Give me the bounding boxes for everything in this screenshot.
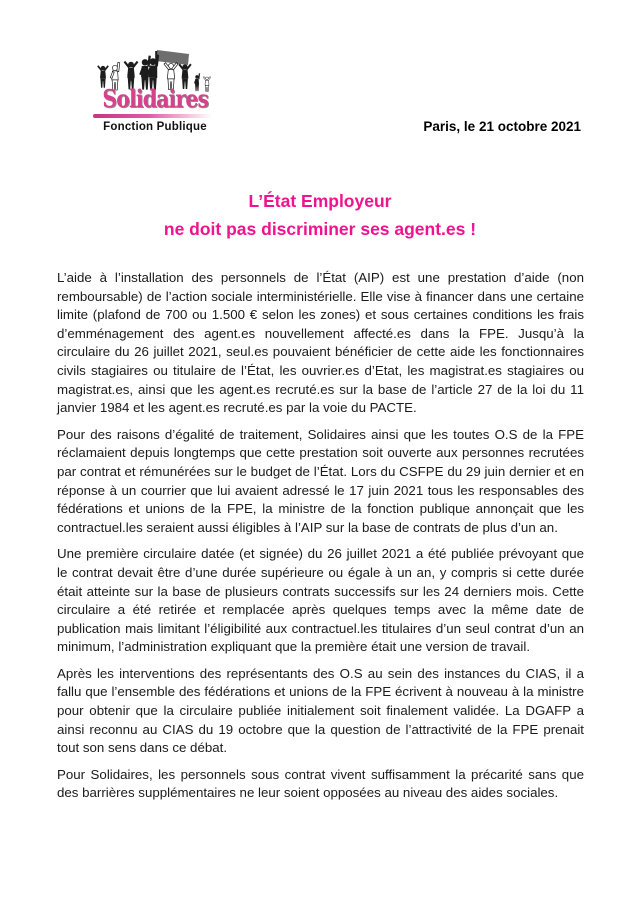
document-title-line2: ne doit pas discriminer ses agent.es ! — [163, 219, 477, 239]
logo-wordmark: Solidaires — [102, 84, 208, 113]
logo-swoosh — [93, 114, 217, 118]
body-paragraph: Pour Solidaires, les personnels sous contrat vivent suffisamment la précarité sans que des barrières supplémentaires ne leur soient opposées au niveau des aides sociales. — [57, 766, 584, 801]
body-paragraph: Une première circulaire datée (et signée) du 26 juillet 2021 a été publiée prévoyant que le contrat devait être d’une durée supérieure ou égale à un an, y compris si cette durée était atteinte sur la base de plusieurs contrats successifs sur les 24 derniers mois. Cette circulaire a été retirée et remplacée après quelques temps avec la même date de publication mais limitant l’éligibilité aux contractuel.les titulaires d’un seul contrat d’un an minimum, l’administration expliquant que la première était une version de travail. — [57, 546, 584, 655]
body-paragraph: Pour des raisons d’égalité de traitement, Solidaires ainsi que les toutes O.S de la FPE réclamaient depuis longtemps que cette prestation soit ouverte aux personnes recrutées par contrat et rémunérées sur le budget de l’État. Lors du CSFPE du 29 juin dernier et en réponse à un courrier que lui avaient adressé le 17 juin 2021 tous les responsables des fédérations et unions de la FPE, la ministre de la fonction publique annonçait que les contractuel.les seraient aussi éligibles à l’AIP sur la base de contrats de plus d’un an. — [57, 426, 584, 535]
dateline: Paris, le 21 octobre 2021 — [423, 119, 581, 134]
document-title — [0, 187, 640, 243]
body-paragraph: L’aide à l’installation des personnels de l’État (AIP) est une prestation d’aide (non remboursable) de l’action sociale interministérielle. Elle vise à financer dans une certaine limite (plafond de 700 ou 1.500 € selon les zones) et sous certaines conditions les frais d’emménagement des agent.es nouvellement affecté.es dans la FPE. Jusqu’à la circulaire du 26 juillet 2021, seul.es pouvaient bénéficier de cette aide les fonctionnaires civils stagiaires ou titulaire de l’État, les ouvrier.es d’Etat, les magistrat.es stagiaires ou magistrat.es, ainsi que les agent.es recruté.es sur la base de l’article 27 de la loi du 11 janvier 1984 et les agent.es recruté.es par la voie du PACTE. — [57, 270, 584, 416]
logo-subtitle: Fonction Publique — [103, 120, 207, 133]
document-title-line1: L’État Employeur — [248, 191, 392, 211]
body-paragraph: Après les interventions des représentants des O.S au sein des instances du CIAS, il a fallu que l’ensemble des fédérations et unions de la FPE écrivent à nouveau à la ministre pour obtenir que la circulaire publiée initialement soit finalement validée. La DGAFP a ainsi reconnu au CIAS du 19 octobre que la question de l’attractivité de la FPE prenait tout son sens dans ce débat. — [57, 665, 584, 756]
org-logo — [90, 48, 220, 133]
document-body — [57, 269, 584, 811]
